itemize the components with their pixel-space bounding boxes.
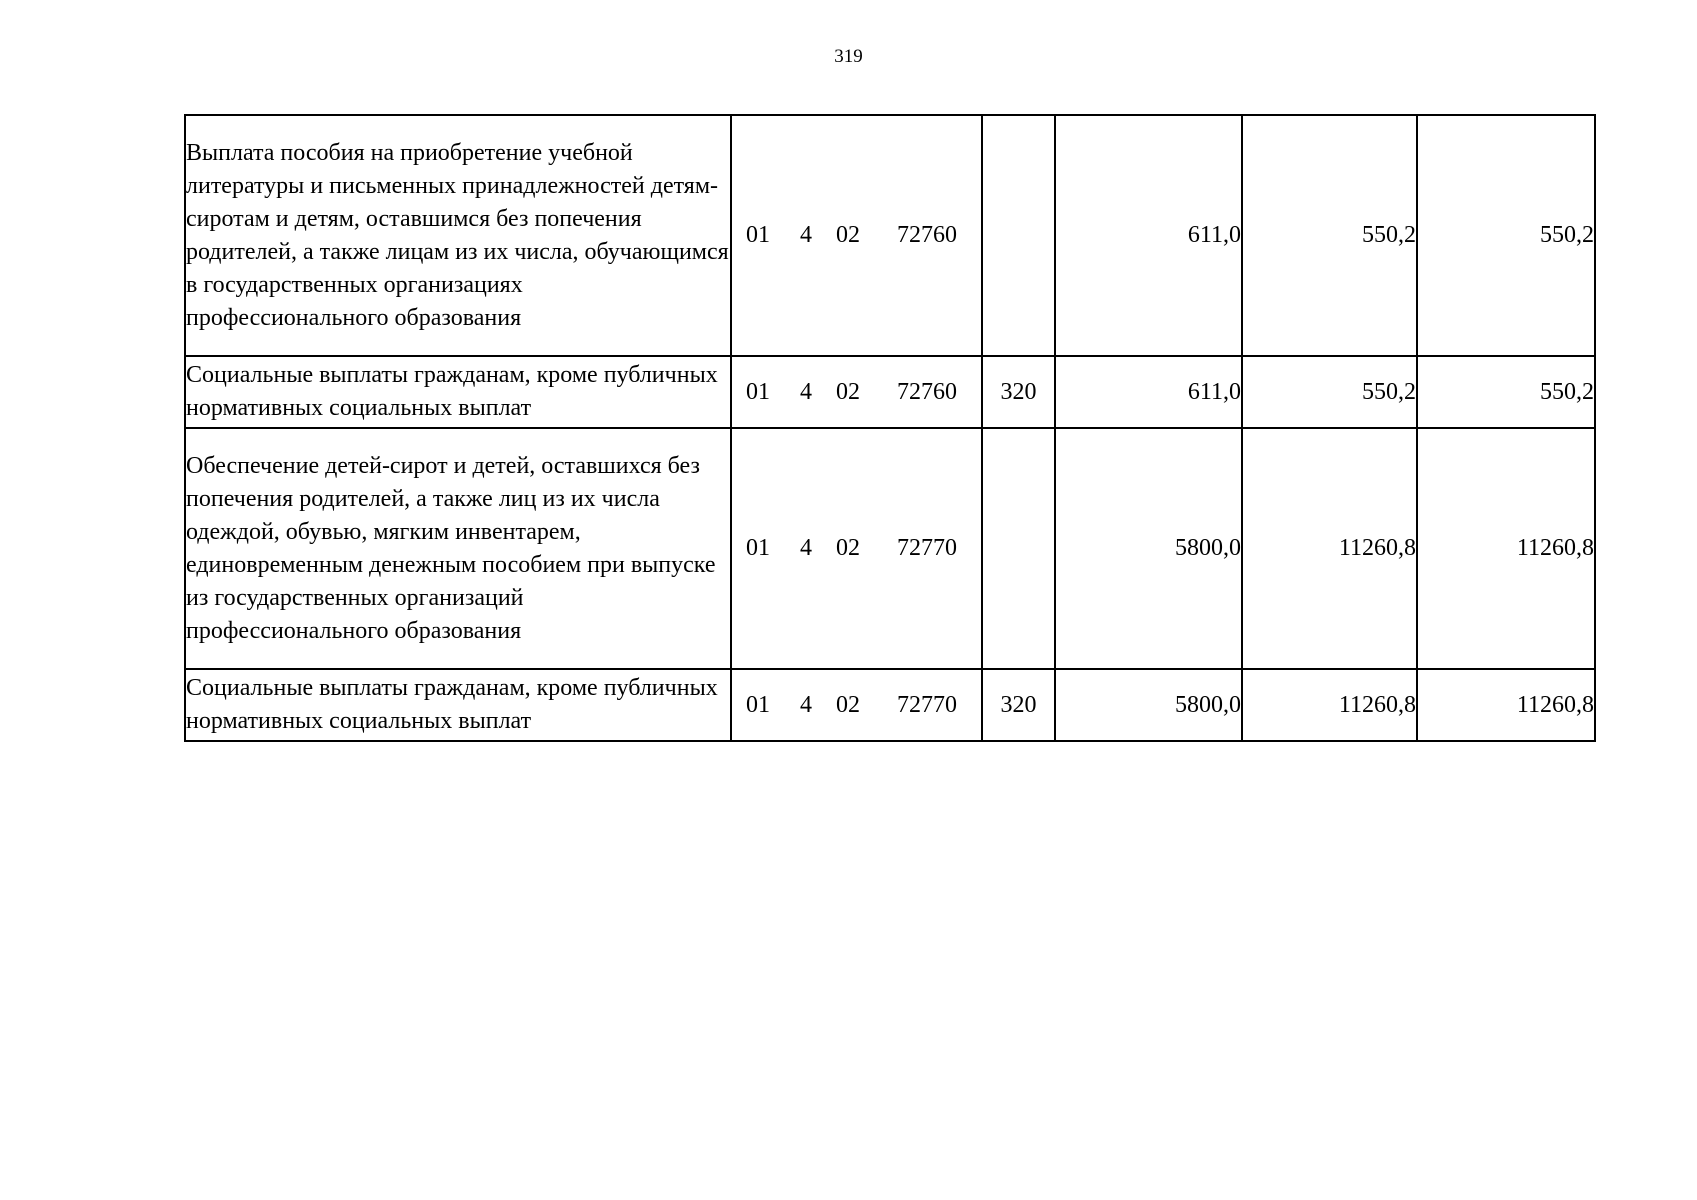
amount-year-3: 550,2	[1417, 356, 1595, 428]
code-direction: 72770	[897, 535, 957, 561]
classification-code	[731, 356, 982, 428]
amount-year-1: 611,0	[1055, 115, 1242, 356]
page-number: 319	[834, 46, 863, 67]
table-row	[185, 115, 1595, 356]
code-measure: 02	[836, 378, 860, 405]
code-direction: 72770	[897, 691, 957, 718]
amount-year-1: 5800,0	[1055, 428, 1242, 669]
amount-year-1: 611,0	[1055, 356, 1242, 428]
classification-code	[731, 669, 982, 741]
code-program: 01	[746, 535, 770, 561]
code-subprogram: 4	[800, 535, 812, 561]
code-measure: 02	[836, 691, 860, 718]
code-measure: 02	[836, 535, 860, 561]
row-description: Социальные выплаты гражданам, кроме публичных нормативных социальных выплат	[185, 356, 731, 428]
expense-type-code: 320	[982, 669, 1055, 741]
table-row	[185, 428, 1595, 669]
expense-type-code: 320	[982, 356, 1055, 428]
code-program: 01	[746, 691, 770, 718]
classification-code	[731, 115, 982, 356]
expense-type-code	[982, 115, 1055, 356]
code-program: 01	[746, 222, 770, 248]
amount-year-2: 11260,8	[1242, 669, 1417, 741]
row-description: Обеспечение детей-сирот и детей, оставшихся без попечения родителей, а также лиц из их числа одеждой, обувью, мягким инвентарем, единовременным денежным пособием при выпуске из государственных организаций профессионального образования	[185, 428, 731, 669]
row-description: Социальные выплаты гражданам, кроме публичных нормативных социальных выплат	[185, 669, 731, 741]
budget-table	[184, 114, 1596, 742]
code-measure: 02	[836, 222, 860, 248]
amount-year-3: 550,2	[1417, 115, 1595, 356]
amount-year-2: 550,2	[1242, 115, 1417, 356]
amount-year-3: 11260,8	[1417, 669, 1595, 741]
code-direction: 72760	[897, 222, 957, 248]
table-row	[185, 669, 1595, 741]
code-subprogram: 4	[800, 378, 812, 405]
amount-year-2: 550,2	[1242, 356, 1417, 428]
code-program: 01	[746, 378, 770, 405]
classification-code	[731, 428, 982, 669]
amount-year-1: 5800,0	[1055, 669, 1242, 741]
code-direction: 72760	[897, 378, 957, 405]
code-subprogram: 4	[800, 691, 812, 718]
expense-type-code	[982, 428, 1055, 669]
table-row	[185, 356, 1595, 428]
amount-year-3: 11260,8	[1417, 428, 1595, 669]
amount-year-2: 11260,8	[1242, 428, 1417, 669]
row-description: Выплата пособия на приобретение учебной литературы и письменных принадлежностей детям-сиротам и детям, оставшимся без попечения родителей, а также лицам из их числа, обучающимся в государственных организациях профессионального образования	[185, 115, 731, 356]
code-subprogram: 4	[800, 222, 812, 248]
